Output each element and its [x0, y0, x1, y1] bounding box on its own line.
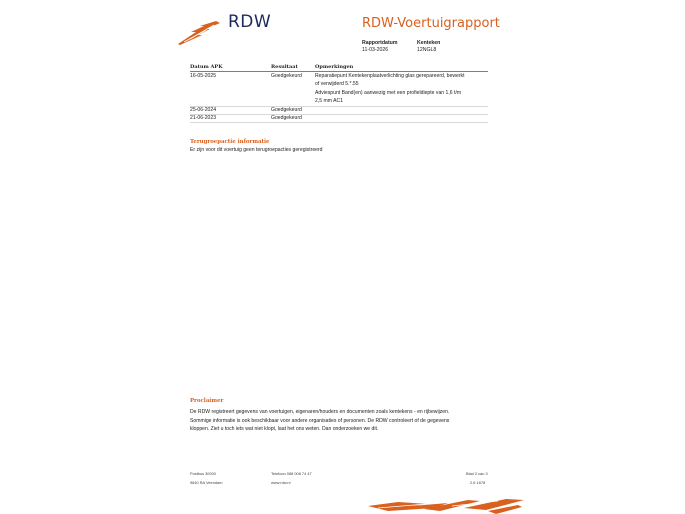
column-header-opmerkingen: Opmerkingen: [315, 64, 354, 70]
recall-text: Er zijn voor dit voertuig geen terugroepacties geregistreerd: [190, 147, 323, 153]
disclaimer-line: kloppen. Ziet u toch iets wat niet klopt, laat het ons weten. Dan onderzoeken we dit.: [190, 426, 379, 432]
rdw-stripes-icon: [368, 497, 524, 514]
footer-website[interactable]: www.rdw.nl: [271, 480, 291, 485]
row-divider: [190, 122, 488, 123]
rapportdatum-value: 11-03-2026: [362, 47, 389, 53]
apk-remark-line: Reparatiepunt Kentekenplaatverlichting glas gerepareerd, bewerkt: [315, 73, 465, 79]
footer-phone: Telefoon 088 008 74 47: [271, 471, 312, 476]
kenteken-label: Kenteken: [417, 40, 441, 46]
recall-section-title: Terugroepactie informatie: [190, 139, 270, 145]
disclaimer-title: Proclaimer: [190, 398, 224, 404]
apk-date: 21-06-2023: [190, 115, 217, 121]
footer-page-number: Blad 2 van 3: [466, 471, 488, 476]
footer-postbus: Postbus 30000: [190, 471, 216, 476]
column-header-datum: Datum APK: [190, 64, 223, 70]
apk-remark-line: of verwijderd 5.*.55: [315, 81, 359, 87]
row-divider: [190, 114, 488, 115]
apk-remark-line: Adviespunt Band(en) aanwezig met een profieldiepte van 1,6 t/m: [315, 90, 462, 96]
apk-result: Goedgekeurd: [271, 73, 302, 79]
apk-result: Goedgekeurd: [271, 115, 302, 121]
kenteken-value: 12NGL8: [417, 47, 437, 53]
apk-result: Goedgekeurd: [271, 107, 302, 113]
rdw-logo-icon: [176, 20, 222, 46]
brand-name: RDW: [228, 12, 272, 32]
row-divider: [190, 106, 488, 107]
footer-address: 9640 RA Veendam: [190, 480, 223, 485]
rapportdatum-label: Rapportdatum: [362, 40, 398, 46]
footer-code: 2.6 1878: [470, 480, 486, 485]
apk-date: 16-05-2025: [190, 73, 217, 79]
disclaimer-line: Sommige informatie is ook beschikbaar voor andere organisaties of personen. De RDW controleert of de gegevens: [190, 418, 450, 424]
column-header-resultaat: Resultaat: [271, 64, 298, 70]
apk-date: 25-06-2024: [190, 107, 217, 113]
disclaimer-line: De RDW registreert gegevens van voertuigen, eigenaren/houders en documenten zoals kentekens - en rijbewijzen.: [190, 409, 450, 415]
apk-remark-line: 2,5 mm AC1: [315, 98, 344, 104]
page-title: RDW-Voertuigrapport: [362, 16, 500, 31]
